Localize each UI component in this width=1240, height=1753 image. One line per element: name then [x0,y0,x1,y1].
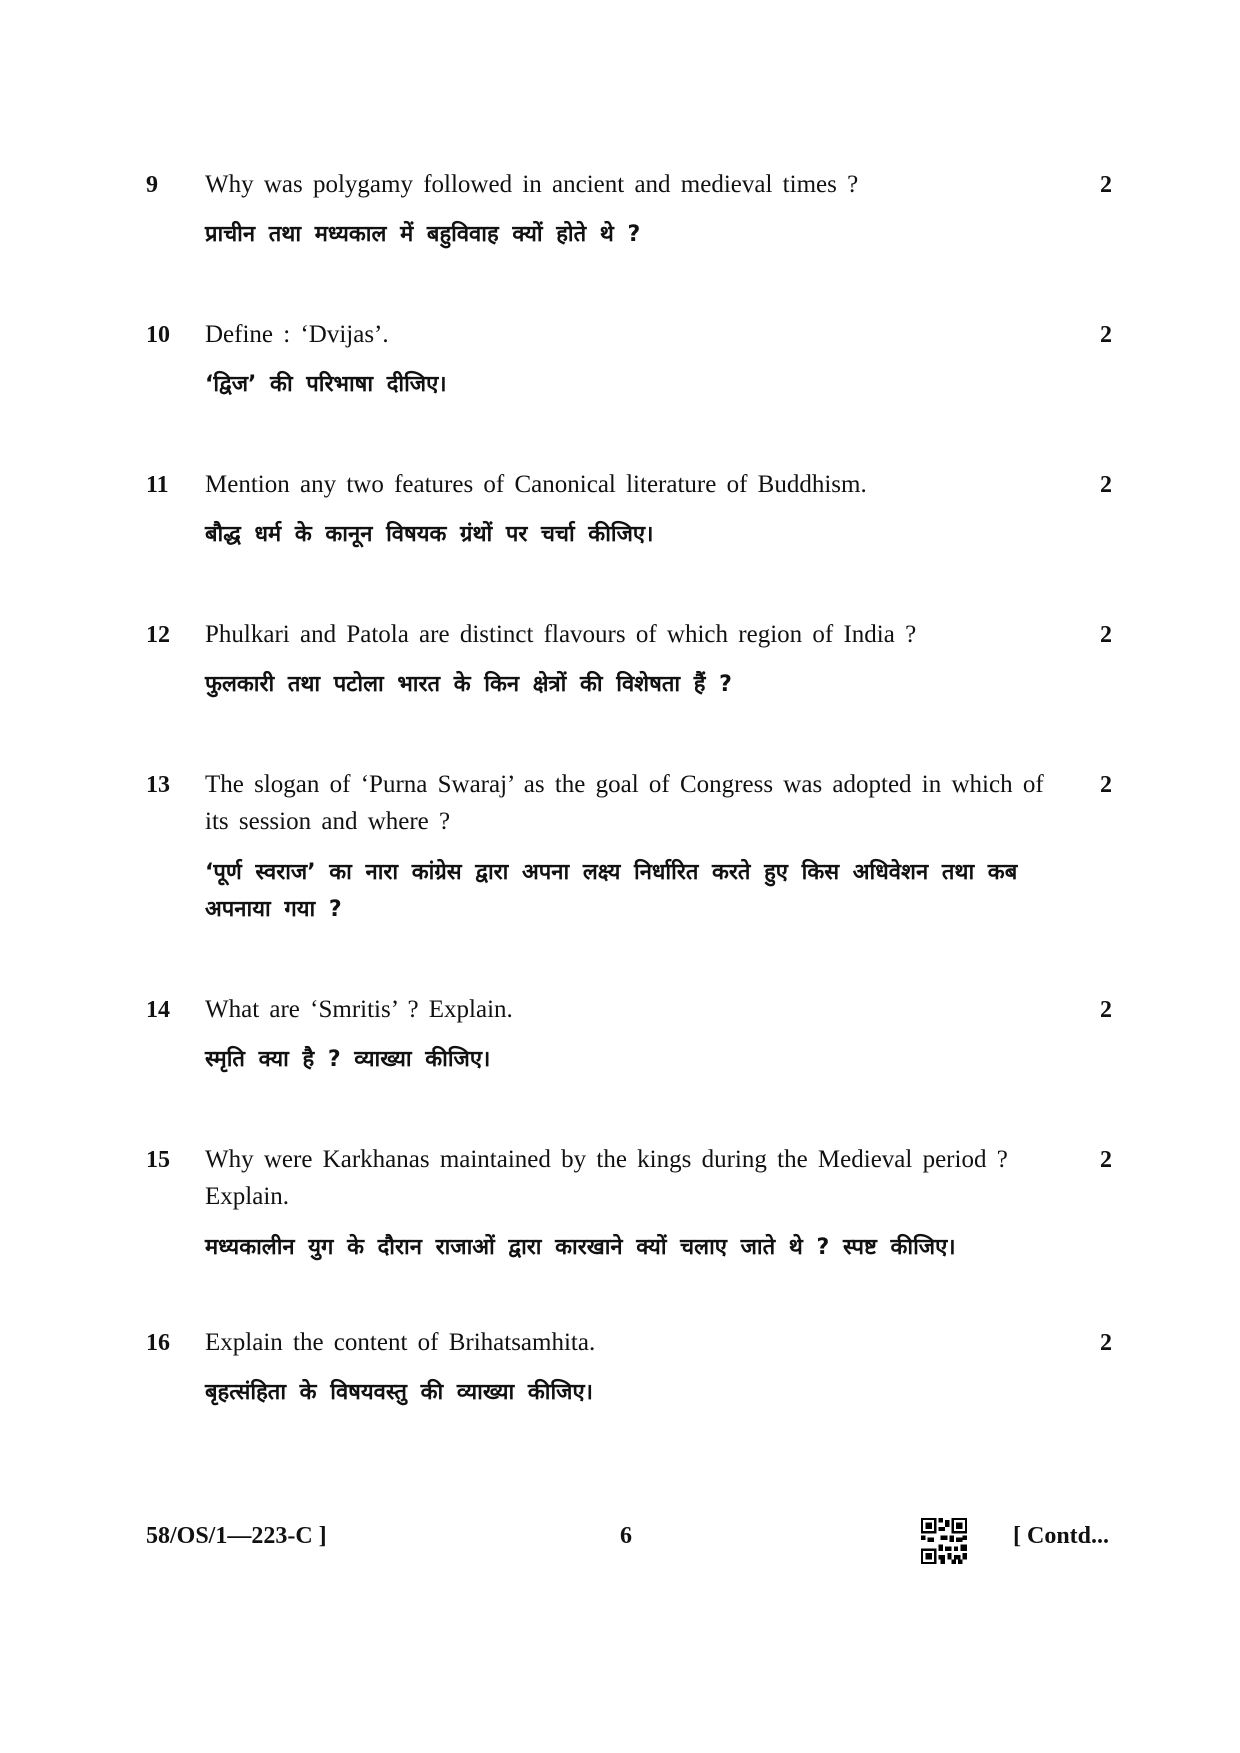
question-text-english: Why were Karkhanas maintained by the kings during the Medieval period ? Explain. [205,1146,1008,1210]
question-text-english: Why was polygamy followed in ancient and medieval times ? [205,171,859,198]
question-marks: 2 [1100,1330,1112,1356]
question-marks: 2 [1100,622,1112,648]
page-number: 6 [620,1523,632,1549]
paper-code: 58/OS/1—223-C ] [146,1523,327,1549]
question-text-hindi: प्राचीन तथा मध्यकाल में बहुविवाह क्यों होते थे ? [205,222,641,247]
question-number: 15 [146,1147,170,1173]
question-text-hindi: बृहत्संहिता के विषयवस्तु की व्याख्या कीजिए। [205,1380,593,1405]
question-text-english: Phulkari and Patola are distinct flavours of which region of India ? [205,621,917,648]
question-text-hindi: ‘द्विज’ की परिभाषा दीजिए। [205,372,447,397]
question-marks: 2 [1100,322,1112,348]
question-text-hindi: ‘पूर्ण स्वराज’ का नारा कांग्रेस द्वारा अपना लक्ष्य निर्धारित करते हुए किस अधिवेशन तथा कब अपनाया गया ? [205,860,1018,922]
question-text-english: Mention any two features of Canonical literature of Buddhism. [205,471,867,498]
question-text-hindi: फुलकारी तथा पटोला भारत के किन क्षेत्रों की विशेषता हैं ? [205,672,732,697]
question-text-english: What are ‘Smritis’ ? Explain. [205,996,513,1023]
question-marks: 2 [1100,472,1112,498]
question-number: 13 [146,772,170,798]
question-text-hindi: स्मृति क्या है ? व्याख्या कीजिए। [205,1047,491,1072]
question-text-english: Explain the content of Brihatsamhita. [205,1329,596,1356]
question-marks: 2 [1100,1147,1112,1173]
question-text-english: Define : ‘Dvijas’. [205,321,389,348]
qr-code-icon [921,1518,967,1564]
question-text-english: The slogan of ‘Purna Swaraj’ as the goal of Congress was adopted in which of its session and where ? [205,771,1044,835]
question-marks: 2 [1100,772,1112,798]
page-footer [0,1523,1240,1563]
question-number: 11 [146,472,169,498]
question-marks: 2 [1100,172,1112,198]
question-marks: 2 [1100,997,1112,1023]
question-number: 16 [146,1330,170,1356]
question-text-hindi: मध्यकालीन युग के दौरान राजाओं द्वारा कारखाने क्यों चलाए जाते थे ? स्पष्ट कीजिए। [205,1235,956,1260]
question-number: 10 [146,322,170,348]
question-number: 9 [146,172,158,198]
continued-label: [ Contd... [1013,1523,1110,1549]
question-text-hindi: बौद्ध धर्म के कानून विषयक ग्रंथों पर चर्चा कीजिए। [205,522,654,547]
question-number: 14 [146,997,170,1023]
question-number: 12 [146,622,170,648]
